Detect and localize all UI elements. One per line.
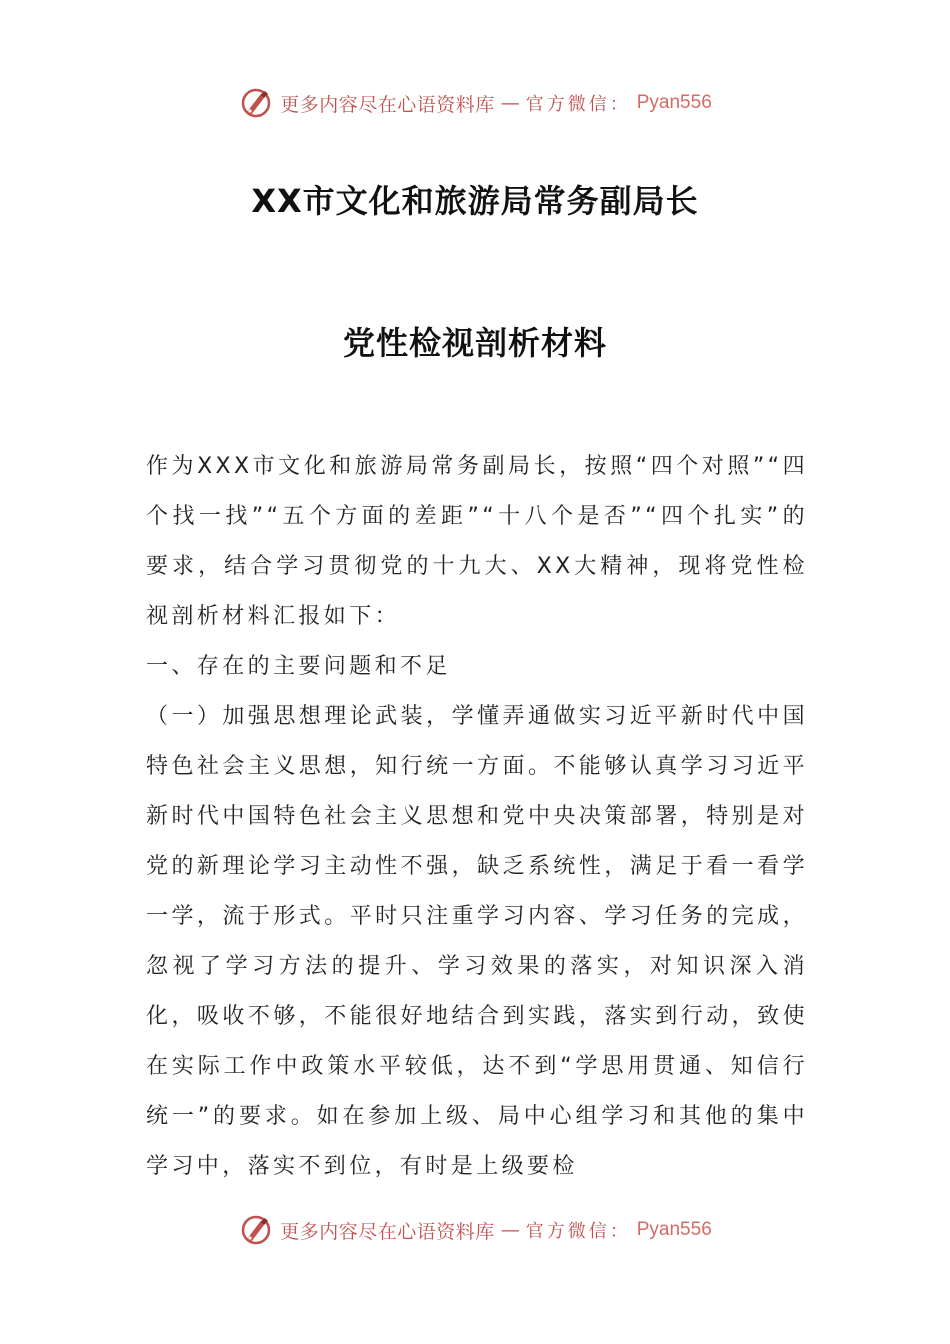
banner-text: 更多内容尽在心语资料库 (280, 1220, 495, 1243)
banner-separator: — (500, 1219, 520, 1241)
banner-label: 官方微信： (525, 94, 631, 115)
banner-separator: — (500, 92, 520, 114)
pen-nib-logo-icon (238, 85, 274, 121)
document-body (146, 442, 808, 1192)
banner-account: Pyan556 (636, 92, 712, 113)
banner-account: Pyan556 (636, 1219, 712, 1240)
body-paragraph: （一）加强思想理论武装，学懂弄通做实习近平新时代中国特色社会主义思想，知行统一方面。不能够认真学习习近平新时代中国特色社会主义思想和党中央决策部署，特别是对党的新理论学习主动性不强，缺乏系统性，满足于看一看学一学，流于形式。平时只注重学习内容、学习任务的完成，忽视了学习方法的提升、学习效果的落实，对知识深入消化，吸收不够，不能很好地结合到实践，落实到行动，致使在实际工作中政策水平较低，达不到“学思用贯通、知信行统一”的要求。如在参加上级、局中心组学习和其他的集中学习中，落实不到位，有时是上级要检 (146, 704, 808, 1179)
pen-nib-logo-icon (238, 1212, 274, 1248)
header-watermark-banner (0, 83, 950, 123)
footer-watermark-banner (0, 1210, 950, 1250)
intro-paragraph: 作为XXX市文化和旅游局常务副局长，按照“四个对照”“四个找一找”“五个方面的差距”“十八个是否”“四个扎实”的要求，结合学习贯彻党的十九大、XX大精神，现将党性检视剖析材料汇报如下： (146, 454, 808, 629)
document-title-line-1: XX市文化和旅游局常务副局长 (251, 182, 699, 220)
document-title-line-2: 党性检视剖析材料 (342, 324, 607, 362)
banner-label: 官方微信： (525, 1221, 631, 1242)
section-heading: 一、存在的主要问题和不足 (146, 654, 451, 679)
banner-text: 更多内容尽在心语资料库 (280, 93, 495, 116)
